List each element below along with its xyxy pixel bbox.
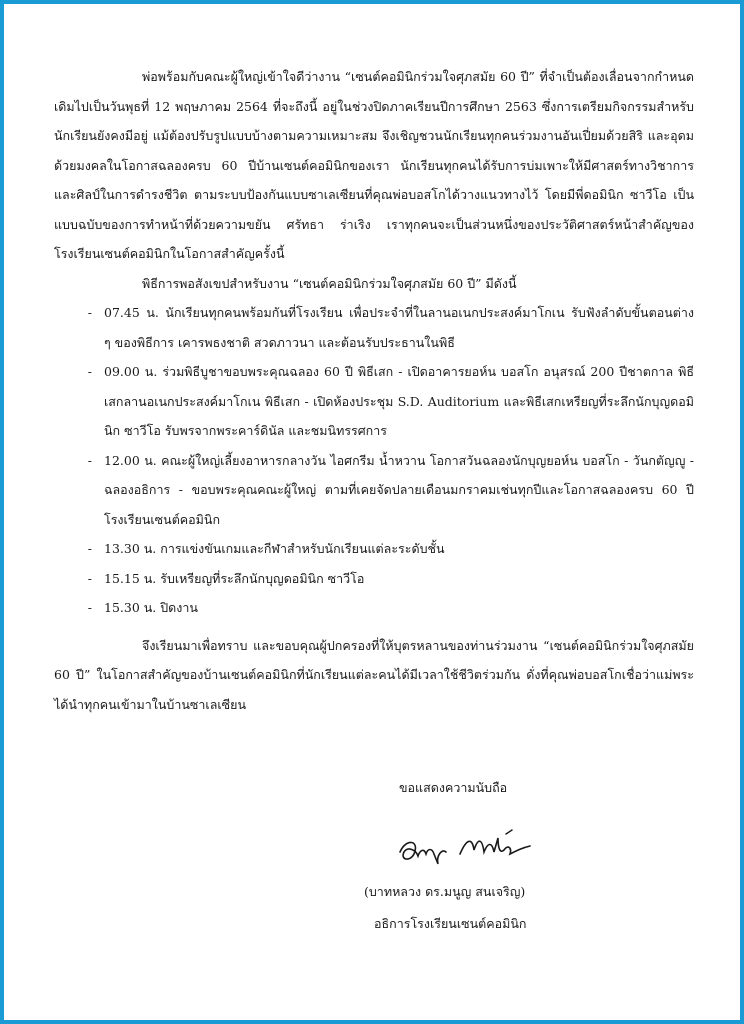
closing-paragraph: จึงเรียนมาเพื่อทราบ และขอบคุณผู้ปกครองที่ให้บุตรหลานของท่านร่วมงาน “เซนต์คอมินิกร่วมใจศุภสมัย 60 ปี” ในโอกาสสำคัญของบ้านเซนต์คอมินิกที่นักเรียนแต่ละคนได้มีเวลาใช้ชีวิตร่วมกัน ดั่งที่คุณพ่อบอสโกเชื่อว่าแม่พระได้นำทุกคนเข้ามาในบ้านซาเลเซียน: [54, 637, 694, 712]
closing-salutation: ขอแสดงความนับถือ: [399, 780, 508, 795]
list-bullet: -: [87, 364, 92, 379]
schedule-item-0745: 07.45 น. นักเรียนทุกคนพร้อมกันที่โรงเรียน เพื่อประจำที่ในลานอเนกประสงค์มาโกเน รับฟังลำดับขั้นตอนต่าง ๆ ของพิธีการ เคารพธงชาติ สวดภาวนา และต้อนรับประธานในพิธี: [104, 305, 694, 350]
handwritten-signature: [394, 828, 544, 868]
intro-paragraph: พ่อพร้อมกับคณะผู้ใหญ่เข้าใจดีว่างาน “เซนต์คอมินิกร่วมใจศุภสมัย 60 ปี” ที่จำเป็นต้องเลื่อนจากกำหนดเดิมไปเป็นวันพุธที่ 12 พฤษภาคม 2564 ที่จะถึงนี้ อยู่ในช่วงปิดภาคเรียนปีการศึกษา 2563 ซึ่งการเตรียมกิจกรรมสำหรับนักเรียนยังคงมีอยู่ แม้ต้องปรับรูปแบบบ้างตามความเหมาะสม จึงเชิญชวนนักเรียนทุกคนร่วมงานอันเปี่ยมด้วยสิริ และอุดมด้วยมงคลในโอกาสฉลองครบ 60 ปีบ้านเซนต์คอมินิกของเรา นักเรียนทุกคนได้รับการบ่มเพาะให้มีศาสตร์ทางวิชาการ และศิลป์ในการดำรงชีวิต ตามระบบป้องกันแบบซาเลเซียนที่คุณพ่อบอสโกได้วางแนวทางไว้ โดยมีพี่ดอมินิก ซาวีโอ เป็นแบบฉบับของการทำหน้าที่ด้วยความขยัน ศรัทธา ร่าเริง เราทุกคนจะเป็นส่วนหนึ่งของประวัติศาสตร์หน้าสำคัญของโรงเรียนเซนต์คอมินิกในโอกาสสำคัญครั้งนี้: [54, 69, 694, 261]
list-bullet: -: [87, 600, 92, 615]
signer-title: อธิการโรงเรียนเซนต์คอมินิก: [374, 916, 527, 931]
list-item: [54, 446, 694, 535]
schedule-item-1515: 15.15 น. รับเหรียญที่ระลึกนักบุญดอมินิก ซาวีโอ: [104, 570, 365, 586]
list-item: [54, 357, 694, 446]
list-bullet: -: [87, 541, 92, 556]
list-item: [54, 534, 694, 564]
list-item: [54, 593, 694, 623]
list-bullet: -: [87, 570, 92, 586]
list-bullet: -: [87, 305, 92, 320]
signer-name: (บาทหลวง ดร.มนูญ สนเจริญ): [364, 884, 526, 899]
letter-body: [54, 62, 694, 719]
schedule-item-1200: 12.00 น. คณะผู้ใหญ่เลี้ยงอาหารกลางวัน ไอศกรีม น้ำหวาน โอกาสวันฉลองนักบุญยอห์น บอสโก - วันกตัญญู - ฉลองอธิการ - ขอบพระคุณคณะผู้ใหญ่ ตามที่เคยจัดปลายเดือนมกราคมเช่นทุกปีและโอกาสฉลองครบ 60 ปีโรงเรียนเซนต์คอมินิก: [104, 452, 694, 527]
list-item: [54, 298, 694, 357]
schedule-item-0900: 09.00 น. ร่วมพิธีบูชาขอบพระคุณฉลอง 60 ปี พิธีเสก - เปิดอาคารยอห์น บอสโก อนุสรณ์ 200 ปีชาตกาล พิธีเสกลานอเนกประสงค์มาโกเน พิธีเสก - เปิดห้องประชุม S.D. Auditorium และพิธีเสกเหรียญที่ระลึกนักบุญดอมินิก ซาวีโอ รับพรจากพระคาร์ดินัล และชมนิทรรศการ: [104, 364, 694, 438]
schedule-list: [54, 298, 694, 623]
list-item: [54, 564, 694, 594]
schedule-heading: พิธีการพอสังเขปสำหรับงาน “เซนต์คอมินิกร่วมใจศุภสมัย 60 ปี” มีดังนี้: [142, 275, 517, 291]
list-bullet: -: [87, 452, 92, 468]
schedule-item-1530: 15.30 น. ปิดงาน: [104, 600, 198, 615]
schedule-item-1330: 13.30 น. การแข่งขันเกมและกีฬาสำหรับนักเรียนแต่ละระดับชั้น: [104, 541, 445, 556]
